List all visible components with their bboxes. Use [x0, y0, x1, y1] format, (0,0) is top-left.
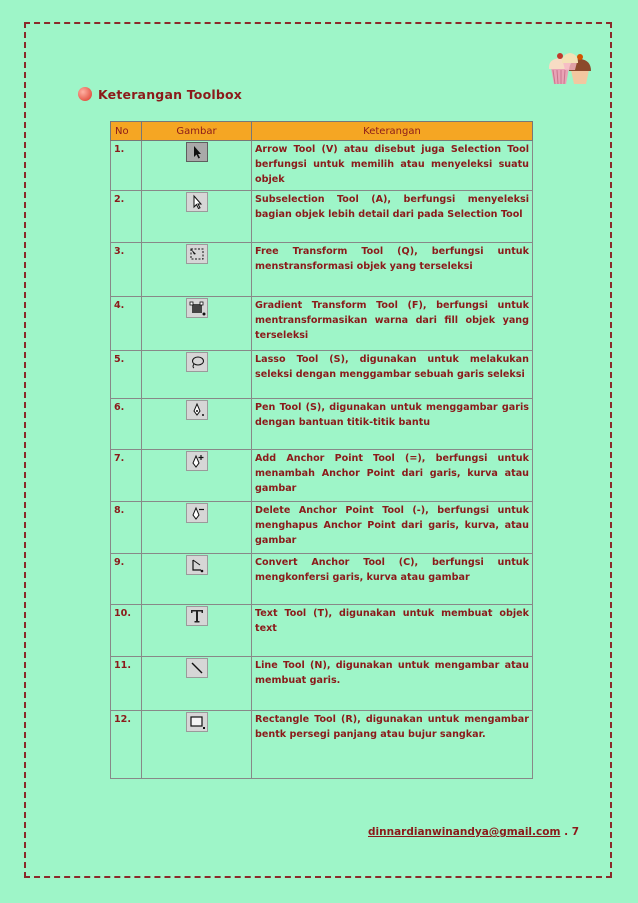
row-description: Gradient Transform Tool (F), berfungsi untuk mentransformasikan warna dari fill objek yang terseleksi: [252, 297, 533, 351]
row-number: 9.: [111, 554, 142, 605]
row-number: 2.: [111, 191, 142, 243]
header-no: No: [111, 122, 142, 141]
add-anchor-point-tool-icon: [186, 451, 208, 471]
table-row: [111, 450, 533, 502]
arrow-tool-icon: [186, 142, 208, 162]
row-description: Line Tool (N), digunakan untuk mengambar atau membuat garis.: [252, 657, 533, 711]
header-gambar: Gambar: [142, 122, 252, 141]
row-description: Lasso Tool (S), digunakan untuk melakukan seleksi dengan menggambar sebuah garis seleksi: [252, 351, 533, 399]
header-keterangan: Keterangan: [252, 122, 533, 141]
lasso-tool-icon: [186, 352, 208, 372]
table-row: [111, 399, 533, 450]
table-row: [111, 605, 533, 657]
table-row: [111, 711, 533, 779]
table-row: [111, 554, 533, 605]
table-row: [111, 141, 533, 191]
bullet-icon: [78, 87, 92, 101]
free-transform-tool-icon: [186, 244, 208, 264]
row-number: 6.: [111, 399, 142, 450]
row-description: Convert Anchor Tool (C), berfungsi untuk mengkonfersi garis, kurva atau gambar: [252, 554, 533, 605]
pen-tool-icon: [186, 400, 208, 420]
row-description: Delete Anchor Point Tool (-), berfungsi untuk menghapus Anchor Point dari garis, kurva, atau gambar: [252, 502, 533, 554]
table-row: [111, 243, 533, 297]
convert-anchor-tool-icon: [186, 555, 208, 575]
row-number: 1.: [111, 141, 142, 191]
row-number: 4.: [111, 297, 142, 351]
line-tool-icon: [186, 658, 208, 678]
row-description: Add Anchor Point Tool (=), berfungsi untuk menambah Anchor Point dari garis, kurva atau gambar: [252, 450, 533, 502]
table-row: [111, 657, 533, 711]
row-number: 5.: [111, 351, 142, 399]
row-number: 3.: [111, 243, 142, 297]
gradient-transform-tool-icon: [186, 298, 208, 318]
footer-email[interactable]: dinnardianwinandya@gmail.com: [368, 826, 561, 838]
row-description: Pen Tool (S), digunakan untuk menggambar garis dengan bantuan titik-titik bantu: [252, 399, 533, 450]
row-description: Free Transform Tool (Q), berfungsi untuk menstransformasi objek yang terseleksi: [252, 243, 533, 297]
table-row: [111, 351, 533, 399]
row-description: Text Tool (T), digunakan untuk membuat objek text: [252, 605, 533, 657]
subselection-tool-icon: [186, 192, 208, 212]
page-footer: [368, 826, 579, 838]
row-description: Rectangle Tool (R), digunakan untuk mengambar bentk persegi panjang atau bujur sangkar.: [252, 711, 533, 779]
text-tool-icon: [186, 606, 208, 626]
row-description: Subselection Tool (A), berfungsi menyeleksi bagian objek lebih detail dari pada Selection Tool: [252, 191, 533, 243]
rectangle-tool-icon: [186, 712, 208, 732]
table-row: [111, 191, 533, 243]
table-row: [111, 297, 533, 351]
row-number: 12.: [111, 711, 142, 779]
table-row: [111, 502, 533, 554]
cupcake-icon: [545, 44, 595, 86]
row-number: 8.: [111, 502, 142, 554]
page-number: . 7: [564, 826, 580, 838]
row-number: 10.: [111, 605, 142, 657]
section-heading: [78, 84, 242, 104]
table-header-row: [111, 122, 533, 141]
toolbox-table: [110, 121, 533, 779]
heading-title: Keterangan Toolbox: [98, 86, 243, 102]
row-number: 7.: [111, 450, 142, 502]
row-number: 11.: [111, 657, 142, 711]
delete-anchor-point-tool-icon: [186, 503, 208, 523]
row-description: Arrow Tool (V) atau disebut juga Selection Tool berfungsi untuk memilih atau menyeleksi suatu objek: [252, 141, 533, 191]
